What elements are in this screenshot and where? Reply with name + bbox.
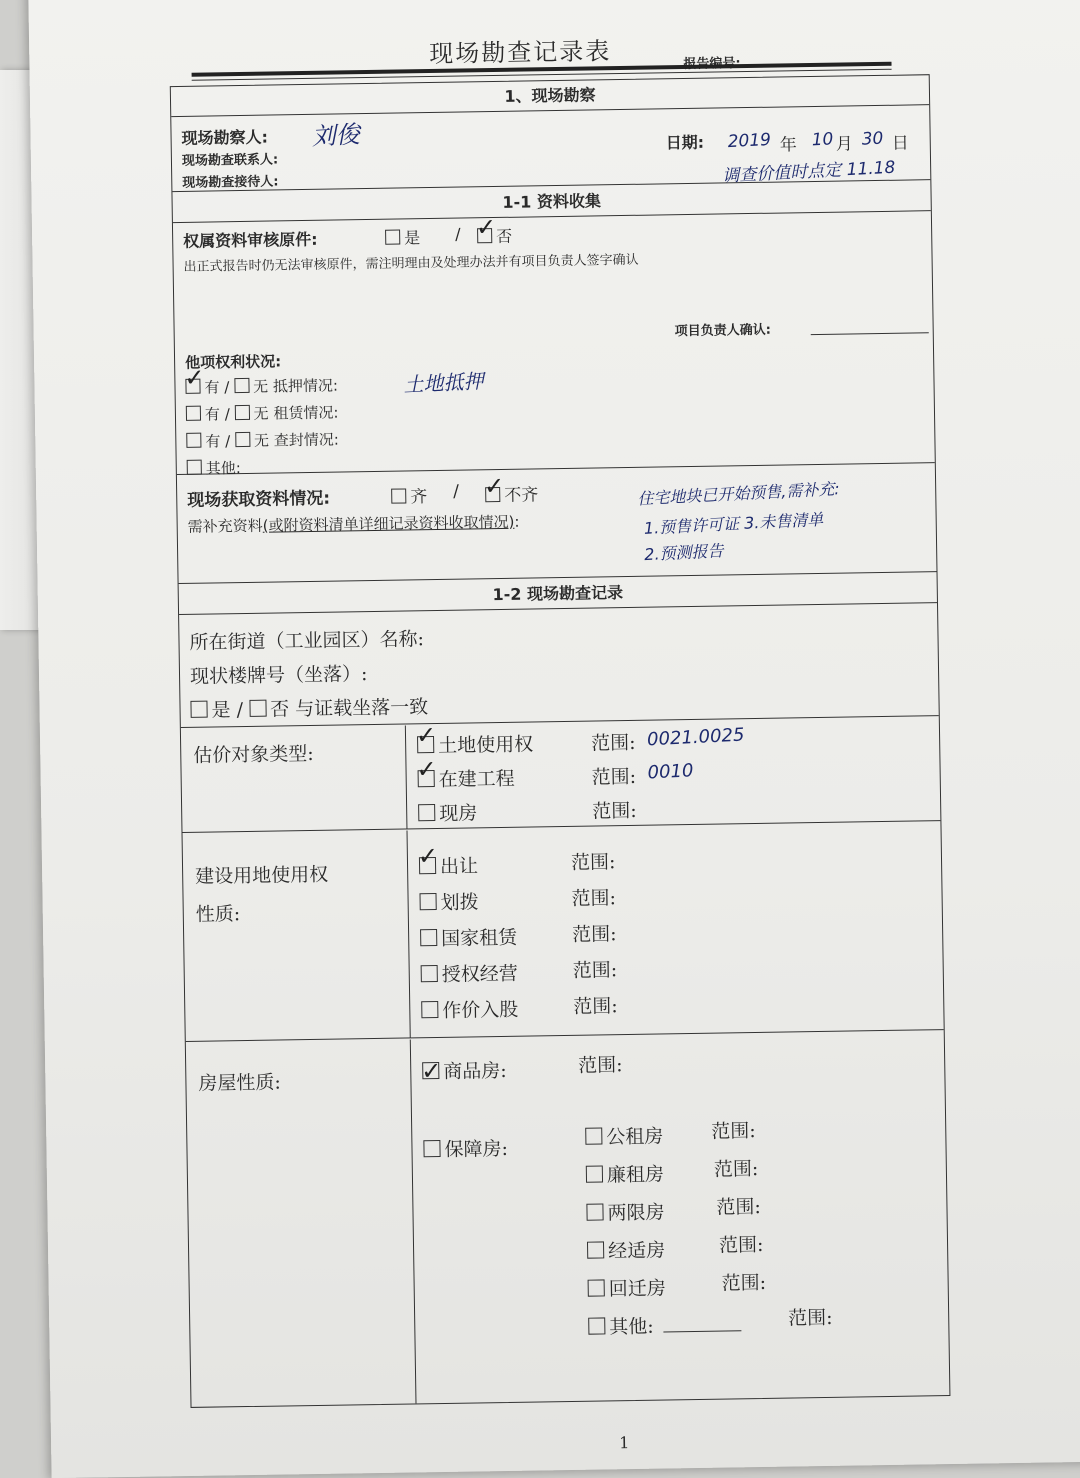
construction-label: 在建工程 [438, 767, 515, 791]
checkbox-seizure-none[interactable] [235, 432, 250, 447]
checked-icon: ✓ [475, 213, 497, 242]
shares-range-label: 范围: [573, 995, 618, 1018]
mortgage-sep: / [224, 378, 230, 397]
checkbox-state-lease[interactable] [420, 929, 437, 946]
affordable-other-blank[interactable] [664, 1318, 742, 1332]
original-review-no[interactable] [475, 213, 513, 248]
public-rental-range-label: 范围: [711, 1120, 756, 1143]
date-day-value: 30 [861, 128, 884, 150]
land-use-label-line2: 性质: [195, 903, 241, 926]
surveyor-signature: 刘俊 [310, 120, 361, 151]
economic-label: 经适房 [607, 1239, 666, 1263]
form-sheet [28, 0, 1080, 1478]
low-rent-range-label: 范围: [713, 1158, 759, 1181]
checkbox-lease-none[interactable] [234, 405, 249, 420]
authorized-label: 授权经营 [441, 962, 518, 986]
date-day-unit: 日 [891, 133, 909, 154]
location-match-row [190, 692, 428, 723]
report-number-label [683, 52, 740, 72]
checkbox-relocation[interactable] [588, 1279, 605, 1296]
construction-range-value: 0010 [647, 760, 694, 784]
checkbox-seizure-have[interactable] [186, 433, 201, 448]
affordable-two-limit [586, 1197, 664, 1225]
original-review-label: 权属资料审核原件: [183, 229, 318, 251]
location-block [179, 604, 939, 728]
land-use-right-label: 土地使用权 [438, 733, 534, 757]
existing-range-label: 范围: [592, 799, 637, 823]
supplement-hand-line2: 1.预售许可证 3.未售清单 [643, 509, 824, 538]
column-divider [406, 830, 410, 1037]
building-number-label: 现状楼牌号（坐落）: [189, 663, 368, 688]
checkbox-two-limit[interactable] [586, 1203, 603, 1220]
checkbox-complete[interactable] [391, 488, 406, 503]
shares-label: 作价入股 [442, 998, 519, 1022]
affordable-relocation [587, 1273, 665, 1301]
lease-options [186, 402, 339, 425]
onsite-sep: / [453, 481, 460, 502]
checkbox-existing-house[interactable] [418, 804, 435, 821]
land-range-value: 0021.0025 [646, 724, 745, 751]
checkbox-commercial[interactable] [421, 1056, 442, 1086]
checkbox-affordable[interactable] [423, 1140, 440, 1157]
lease-have-text: 有 [204, 405, 221, 424]
checkbox-public-rental[interactable] [585, 1127, 602, 1144]
valuation-date-note: 调查价值时点定 11.18 [721, 157, 896, 187]
mortgage-none-text: 无 [253, 377, 269, 396]
affordable-label: 保障房: [444, 1137, 509, 1161]
original-review-yes[interactable] [385, 225, 420, 249]
checkbox-affordable-other[interactable] [588, 1317, 605, 1334]
onsite-incomplete[interactable] [483, 471, 539, 506]
land-use-label-line1: 建设用地使用权 [195, 863, 329, 888]
checkbox-mortgage-have[interactable] [184, 363, 205, 394]
relocation-label: 回迁房 [608, 1277, 666, 1301]
checkbox-economic[interactable] [587, 1241, 604, 1258]
supplement-note: (或附资料清单详细记录资料收取情况) [262, 512, 515, 535]
allocation-label: 划拨 [440, 891, 479, 914]
checkbox-review-no[interactable] [475, 213, 497, 243]
seizure-have-text: 有 [205, 432, 221, 451]
onsite-label: 现场获取资料情况: [187, 488, 331, 511]
checkbox-authorized[interactable] [421, 965, 438, 982]
checked-icon: ✓ [184, 363, 205, 392]
checkbox-shares[interactable] [421, 1001, 438, 1018]
section-header-survey: 1、现场勘察 [171, 75, 929, 117]
checkbox-transfer[interactable] [417, 841, 439, 874]
state-lease-range-label: 范围: [571, 923, 617, 946]
house-nature-label: 房屋性质: [198, 1071, 282, 1095]
public-rental-label: 公租房 [606, 1125, 664, 1149]
construction-range-label: 范围: [591, 765, 637, 789]
affordable-other-range-label: 范围: [788, 1306, 833, 1330]
date-label: 日期: [665, 132, 705, 153]
onsite-materials-block [177, 464, 937, 584]
checkbox-incomplete[interactable] [483, 471, 505, 502]
onsite-complete[interactable] [391, 482, 427, 508]
original-review-sep: / [454, 224, 461, 244]
object-type-label: 估价对象类型: [193, 742, 314, 767]
checkbox-lease-have[interactable] [186, 406, 201, 421]
lease-label: 租赁情况: [273, 403, 339, 423]
authorized-range-label: 范围: [572, 959, 618, 982]
mortgage-value: 土地抵押 [402, 368, 485, 397]
commercial-range-label: 范围: [578, 1054, 623, 1077]
checkbox-mortgage-none[interactable] [234, 378, 249, 393]
seizure-options [186, 429, 339, 452]
checkbox-allocation[interactable] [419, 893, 436, 910]
street-label: 所在街道（工业园区）名称: [189, 628, 425, 654]
incomplete-text: 不齐 [504, 485, 539, 506]
mortgage-have-text: 有 [204, 378, 220, 397]
two-limit-label: 两限房 [607, 1201, 665, 1225]
seizure-label: 查封情况: [273, 430, 339, 450]
state-lease-label: 国家租赁 [441, 926, 518, 950]
receiver-label: 现场勘查接待人: [182, 174, 279, 191]
mortgage-options [184, 363, 339, 398]
supplement-label: 需补充资料 [187, 516, 263, 536]
transfer-range-label: 范围: [570, 851, 616, 874]
section-header-materials: 1-1 资料收集 [172, 181, 930, 223]
other-rights-label: 他项权利状况: [184, 352, 282, 372]
materials-block [173, 212, 935, 478]
date-month-unit: 月 [835, 134, 853, 155]
checkbox-construction[interactable] [416, 755, 437, 787]
original-review-instruction: 出正式报告时仍无法审核原件，需注明理由及处理办法并有项目负责人签字确认 [183, 252, 639, 275]
checked-icon: ✓ [417, 841, 439, 871]
house-commercial-option [422, 1056, 507, 1084]
checkbox-location-no[interactable] [249, 700, 266, 717]
affordable-public-rental [585, 1121, 663, 1149]
economic-range-label: 范围: [718, 1233, 764, 1257]
existing-house-label: 现房 [439, 802, 478, 825]
checkbox-land-use-right[interactable] [415, 721, 437, 753]
lease-sep: / [224, 405, 230, 424]
low-rent-label: 廉租房 [606, 1163, 665, 1187]
section-header-site-record: 1-2 现场勘查记录 [179, 573, 937, 615]
lease-none-text: 无 [253, 404, 269, 423]
column-divider [405, 725, 408, 828]
land-use-option-shares [421, 995, 518, 1024]
relocation-range-label: 范围: [721, 1271, 767, 1295]
page-number: 1 [618, 1433, 630, 1453]
checked-icon: ✓ [421, 1056, 442, 1086]
checkbox-review-yes[interactable] [385, 230, 400, 245]
land-use-block [183, 822, 944, 1042]
seizure-sep: / [225, 432, 231, 451]
supplement-hand-line1: 住宅地块已开始预售,需补充: [636, 479, 841, 509]
land-use-option-transfer [417, 841, 479, 879]
checkbox-rights-other[interactable] [187, 460, 202, 475]
house-nature-block [186, 1031, 950, 1407]
checked-icon: ✓ [483, 471, 505, 501]
checkbox-low-rent[interactable] [586, 1165, 603, 1182]
mortgage-label: 抵押情况: [272, 376, 339, 396]
location-yes-text: 是 [211, 699, 231, 722]
seizure-none-text: 无 [253, 431, 270, 450]
survey-form-table [170, 74, 951, 1408]
checked-icon: ✓ [416, 755, 437, 784]
affordable-economic [587, 1235, 665, 1263]
object-type-existing [418, 798, 477, 826]
supplement-line [188, 511, 520, 537]
manager-signature-line[interactable] [811, 320, 929, 335]
column-divider [410, 1039, 417, 1403]
affordable-other-label: 其他: [609, 1315, 654, 1339]
affordable-other [588, 1310, 742, 1339]
location-no-text: 否 [269, 698, 290, 721]
complete-text: 齐 [410, 487, 428, 508]
house-affordable-option [423, 1134, 508, 1162]
supplement-colon: : [514, 512, 520, 531]
transfer-label: 出让 [439, 855, 479, 878]
location-sep: / [236, 699, 244, 722]
allocation-range-label: 范围: [571, 887, 617, 910]
document-title: 现场勘查记录表 [429, 37, 612, 69]
review-yes-text: 是 [404, 228, 421, 248]
land-use-option-lease [420, 923, 517, 952]
supplement-hand-line3: 2.预测报告 [643, 541, 724, 565]
manager-confirm-label: 项目负责人确认: [674, 322, 772, 340]
checkbox-location-yes[interactable] [190, 701, 207, 718]
location-match-label: 与证载坐落一致 [294, 696, 429, 721]
surveyor-label: 现场勘察人: [181, 127, 269, 148]
checked-icon: ✓ [415, 721, 437, 750]
contact-label: 现场勘查联系人: [181, 152, 279, 169]
date-month-value: 10 [811, 129, 834, 151]
two-limit-range-label: 范围: [716, 1195, 762, 1219]
review-no-text: 否 [496, 226, 513, 247]
object-type-block [181, 717, 941, 833]
rights-other-text: 其他: [205, 459, 241, 478]
commercial-label: 商品房: [443, 1059, 507, 1083]
date-year-unit: 年 [779, 135, 797, 156]
object-type-construction [416, 755, 515, 793]
date-year-value: 2019 [727, 129, 772, 153]
object-type-land [415, 721, 534, 758]
land-use-option-allocation [419, 887, 478, 915]
land-range-label: 范围: [590, 731, 636, 755]
affordable-low-rent [586, 1159, 664, 1187]
land-use-option-authorized [421, 959, 518, 988]
